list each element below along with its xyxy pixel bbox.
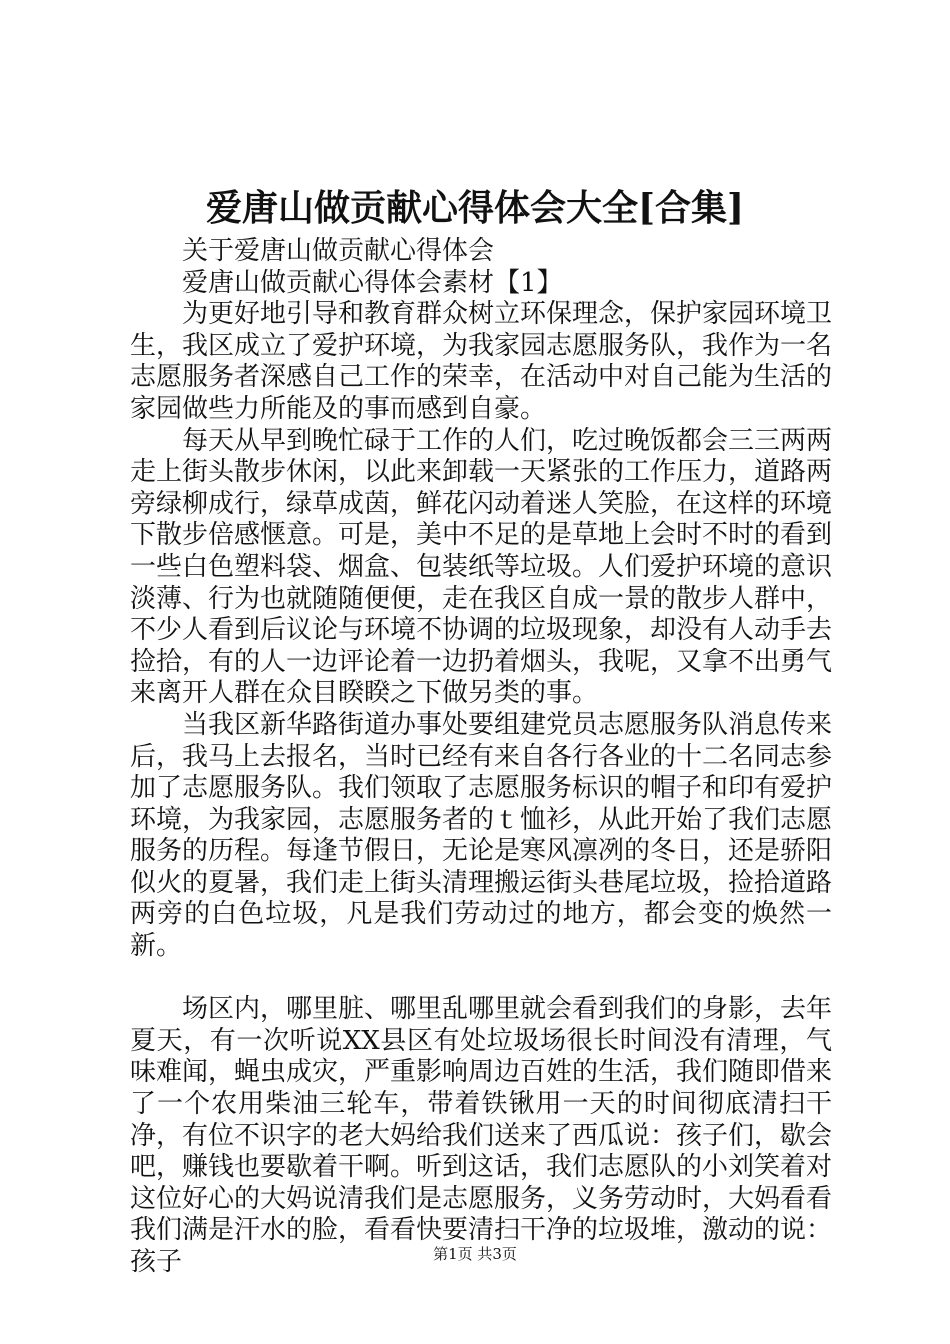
paragraph-3: 当我区新华路街道办事处要组建党员志愿服务队消息传来后，我马上去报名，当时已经有来自各行各业的十二名同志参加了志愿服务队。我们领取了志愿服务标识的帽子和印有爱护环境，为我家园，志愿服务者的ｔ恤衫，从此开始了我们志愿服务的历程。每逢节假日，无论是寒风凛冽的冬日，还是骄阳似火的夏暑，我们走上街头清理搬运街头巷尾垃圾，捡拾道路两旁的白色垃圾，凡是我们劳动过的地方，都会变的焕然一新。 — [130, 709, 833, 962]
paragraph-1: 为更好地引导和教育群众树立环保理念，保护家园环境卫生，我区成立了爱护环境，为我家园志愿服务队，我作为一名志愿服务者深感自己工作的荣幸，在活动中对自己能为生活的家园做些力所能及的事而感到自豪。 — [130, 299, 833, 424]
paragraph-section-heading: 爱唐山做贡献心得体会素材【1】 — [182, 267, 563, 298]
page-footer: 第1页 共3页 — [433, 1245, 517, 1263]
document-title: 爱唐山做贡献心得体会大全[合集] — [205, 187, 745, 229]
document-body — [130, 236, 832, 1279]
paragraph-2: 每天从早到晚忙碌于工作的人们，吃过晚饭都会三三两两走上街头散步休闲，以此来卸载一天紧张的工作压力，道路两旁绿柳成行，绿草成茵，鲜花闪动着迷人笑脸，在这样的环境下散步倍感惬意。可是，美中不足的是草地上会时不时的看到一些白色塑料袋、烟盒、包装纸等垃圾。人们爱护环境的意识淡薄、行为也就随随便便，走在我区自成一景的散步人群中，不少人看到后议论与环境不协调的垃圾现象，却没有人动手去捡拾，有的人一边评论着一边扔着烟头，我呢，又拿不出勇气来离开人群在众目睽睽之下做另类的事。 — [130, 425, 833, 709]
paragraph-4: 场区内，哪里脏、哪里乱哪里就会看到我们的身影，去年夏天，有一次听说XX县区有处垃圾场很长时间没有清理，气味难闻，蝇虫成灾，严重影响周边百姓的生活，我们随即借来了一个农用柴油三轮车，带着铁锹用一天的时间彻底清扫干净，有位不识字的老大妈给我们送来了西瓜说：孩子们，歇会吧，赚钱也要歇着干啊。听到这话，我们志愿队的小刘笑着对这位好心的大妈说清我们是志愿服务，义务劳动时，大妈看看我们满是汗水的脸，看看快要清扫干净的垃圾堆，激动的说：孩子 — [130, 994, 833, 1277]
paragraph-gap — [130, 963, 832, 995]
paragraph-subtitle: 关于爱唐山做贡献心得体会 — [182, 236, 495, 266]
